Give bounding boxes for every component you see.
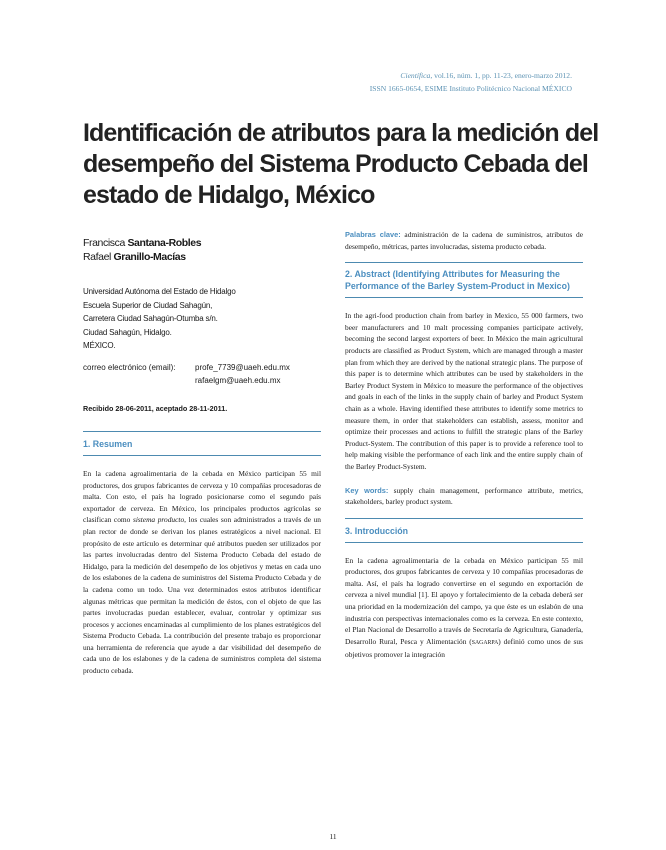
- intro-text-part: ) definió como unos de sus objetivos promover la integración: [345, 636, 583, 660]
- resumen-text-part: , los cuales son administrados a través de un plan rector de donde se derivan los planes estratégicos a nivel nacional. El propósito de este artículo es determinar qué atributos pueden ser utilizados por las partes involucradas dentro del Sistema Producto Cebada del estado de Hidalgo, para la medición del desempeño de los objetivos y metas en cada uno de los eslabones de la cadena de suministros del Sistema Producto Cebada y de la cadena como un todo. Una vez determinados estos atributos identificar algunas métricas que permitan la medición de éstos, con el objeto de que las partes involucradas puedan establecer, evaluar, controlar y optimizar sus procesos y acciones encaminadas al cumplimiento de los planes estratégicos del Sistema Producto Cebada. La contribución del presente trabajo es proporcionar una herramienta de referencia que ayude a dar visibilidad del desempeño de cada uno de los eslabones y de la cadena de suministros completa del sistema producto cebada.: [83, 515, 321, 676]
- key-words-label: Key words:: [345, 485, 389, 495]
- journal-volume: , vol.16, núm. 1, pp. 11-23, enero-marzo 2012.: [430, 71, 572, 80]
- author-1-first: Francisca: [83, 237, 128, 249]
- journal-name: Científica: [400, 71, 431, 80]
- palabras-clave-text: administración de la cadena de suministros, atributos de desempeño, métricas, partes involucradas, sistema producto cebada.: [345, 230, 583, 251]
- author-2-last: Granillo-Macías: [113, 251, 186, 263]
- email-label: correo electrónico (email):: [83, 362, 176, 372]
- email-block: [83, 361, 321, 387]
- palabras-clave-label: Palabras clave:: [345, 230, 401, 239]
- journal-issn: ISSN 1665-0654, ESIME Instituto Politécnico Nacional MÉXICO: [369, 84, 572, 93]
- resumen-text-part: En la cadena agroalimentaria de la cebada en México participan 55 mil productores, dos grupos fabricantes de cerveza y 10 compañías procesadoras de malta. Con esto, el país ha logrado posicionarse como el segundo país exportador de cerveza. En México, los principales productos agrícolas se clasifican como: [83, 468, 321, 525]
- resumen-italic: sistema producto: [132, 515, 185, 525]
- email-2[interactable]: rafaelgm@uaeh.edu.mx: [195, 375, 281, 385]
- intro-text: [345, 555, 583, 661]
- affiliation: [83, 285, 321, 353]
- page-number: 11: [329, 832, 337, 841]
- email-1[interactable]: profe_7739@uaeh.edu.mx: [195, 362, 290, 372]
- author-2: [83, 250, 321, 264]
- affiliation-line: MÉXICO.: [83, 341, 116, 351]
- resumen-heading: 1. Resumen: [83, 438, 133, 449]
- author-1-last: Santana-Robles: [127, 237, 202, 249]
- intro-acronym: SAGARPA: [471, 639, 499, 646]
- section-divider: [83, 455, 321, 456]
- right-column: [345, 229, 583, 661]
- abstract-text: In the agri-food production chain from barley in Mexico, 55 000 farmers, two beer manufacturers and 10 malt processing companies participate actively, becoming the second largest exporters of beer. In México the main agricultural products are classified as Product System, which are managed through a master plan from which they are derived by the national strategic plans. The purpose of this paper is to determine which attributes can be used by stakeholders in the Barley Product System in México to measure the performance of the objectives and goals in each of the links in the supply chain of barley and Product System chain as a whole. Having identified these attributes to identify some metrics to measure them, in order that stakeholders can establish, assess, monitor and optimize their processes and actions to fulfill the strategic plans of the Barley Product-System. The contribution of this paper is to provide a reference tool to help making visible the performance of each link and the entire supply chain of the Barley Product-System.: [345, 311, 583, 471]
- email-label-spacer: [83, 374, 195, 387]
- email-row-2: [83, 374, 321, 387]
- key-words-text: supply chain management, performance attribute, metrics, stakeholders, barley product system.: [345, 485, 583, 507]
- affiliation-line: Escuela Superior de Ciudad Sahagún,: [83, 300, 213, 310]
- affiliation-line: Ciudad Sahagún, Hidalgo.: [83, 327, 172, 337]
- author-2-first: Rafael: [83, 251, 114, 263]
- section-divider: [345, 518, 583, 519]
- author-list: [83, 236, 321, 264]
- affiliation-line: Carretera Ciudad Sahagún-Otumba s/n.: [83, 314, 218, 324]
- affiliation-line: Universidad Autónoma del Estado de Hidalgo: [83, 287, 236, 296]
- section-divider: [345, 262, 583, 263]
- key-words: [345, 485, 583, 508]
- intro-heading: 3. Introducción: [345, 525, 409, 536]
- received-date: Recibido 28-06-2011, aceptado 28-11-2011.: [83, 403, 228, 413]
- author-1: [83, 236, 321, 250]
- resumen-text: [83, 468, 321, 677]
- intro-text-part: En la cadena agroalimentaria de la cebada en México participan 55 mil productores, dos grupos fabricantes de cerveza y 10 compañías procesadoras de malta. Así, el país ha logrado convertirse en el segundo en exportación de cerveza a nivel mundial [1]. El apoyo y fortalecimiento de la cebada deberá ser una prioridad en la modernización del campo, ya que éste es un eslabón de una industria con perspectivas internacionales como es la cerveza. En este contexto, el Plan Nacional de Desarrollo a través de Secretaría de Agricultura, Ganadería, Desarrollo Rural, Pesca y Alimentación (: [345, 555, 583, 646]
- paper-title: Identificación de atributos para la medición del desempeño del Sistema Producto Cebada del estado de Hidalgo, México: [83, 119, 599, 209]
- section-divider: [345, 542, 583, 543]
- abstract-heading: 2. Abstract (Identifying Attributes for Measuring the Performance of the Barley System-Product in Mexico): [345, 269, 570, 292]
- journal-citation: [242, 69, 572, 95]
- section-divider: [83, 431, 321, 432]
- email-row-1: [83, 361, 321, 374]
- palabras-clave: [345, 229, 583, 252]
- journal-line-1: [242, 69, 572, 82]
- left-column: [83, 236, 321, 677]
- section-divider: [345, 297, 583, 298]
